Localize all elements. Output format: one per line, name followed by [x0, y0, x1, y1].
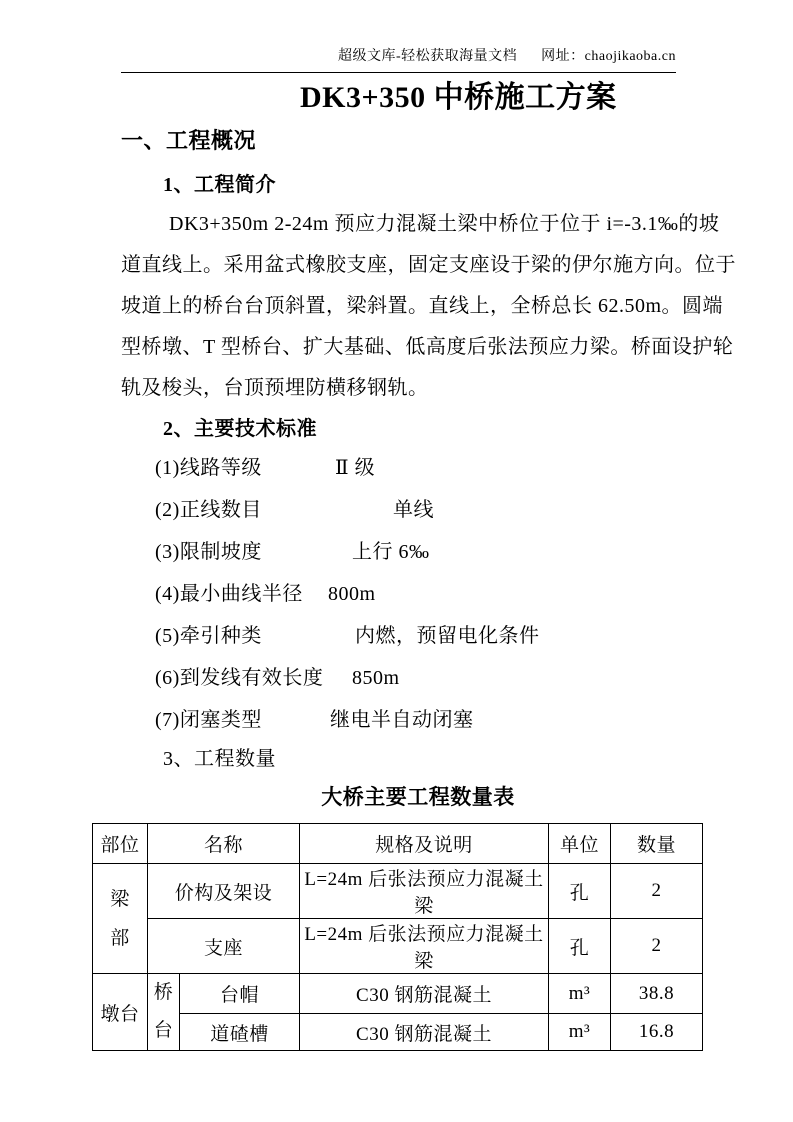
cell-qty: 38.8 — [611, 974, 703, 1014]
cell-qty: 16.8 — [611, 1014, 703, 1051]
header-site-text: 超级文库-轻松获取海量文档 — [337, 49, 518, 64]
spec-label: (2)正线数目 — [155, 499, 262, 521]
cell-name: 支座 — [148, 919, 300, 974]
spec-label: (4)最小曲线半径 — [155, 583, 303, 605]
group-cell-abutment: 桥台 — [148, 974, 180, 1051]
col-header-part: 部位 — [93, 824, 148, 864]
spec-label: (7)闭塞类型 — [155, 709, 262, 731]
spec-value: 内燃，预留电化条件 — [355, 625, 540, 647]
spec-value: 上行 6‰ — [352, 541, 430, 563]
spec-row-grade-limit — [121, 531, 793, 573]
spec-label: (1)线路等级 — [155, 457, 262, 479]
spec-row-line-grade — [121, 447, 793, 489]
spec-value: 单线 — [393, 499, 434, 521]
spec-value: 850m — [352, 667, 400, 689]
table-row — [93, 864, 703, 919]
cell-name: 道碴槽 — [180, 1014, 300, 1051]
paragraph-line: 坡道上的桥台台顶斜置，梁斜置。直线上，全桥总长 62.50m。圆端 — [121, 295, 724, 317]
cell-name: 价构及架设 — [148, 864, 300, 919]
paragraph-line: DK3+350m 2-24m 预应力混凝土梁中桥位于位于 i=-3.1‰的坡 — [169, 213, 720, 235]
cell-qty: 2 — [611, 864, 703, 919]
spec-row-block-type — [121, 699, 793, 741]
table-title: 大桥主要工程数量表 — [321, 785, 515, 809]
group-cell-pier: 墩台 — [93, 974, 148, 1051]
document-title: DK3+350 中桥施工方案 — [300, 81, 617, 114]
cell-qty: 2 — [611, 919, 703, 974]
spec-label: (3)限制坡度 — [155, 541, 262, 563]
cell-unit: 孔 — [549, 919, 611, 974]
cell-spec: C30 钢筋混凝土 — [300, 974, 549, 1014]
col-header-qty: 数量 — [611, 824, 703, 864]
technical-standards-list — [121, 447, 793, 741]
spec-row-min-curve-radius — [121, 573, 793, 615]
spec-value: Ⅱ 级 — [335, 457, 376, 479]
table-header-row — [93, 824, 703, 864]
header-url-text: 网址：chaojikaoba.cn — [541, 49, 676, 64]
cell-spec: L=24m 后张法预应力混凝土梁 — [300, 919, 549, 974]
cell-spec: C30 钢筋混凝土 — [300, 1014, 549, 1051]
intro-paragraph — [121, 204, 793, 409]
spec-row-main-tracks — [121, 489, 793, 531]
table-row — [93, 1014, 703, 1051]
spec-value: 继电半自动闭塞 — [330, 709, 474, 731]
col-header-name: 名称 — [148, 824, 300, 864]
spec-row-effective-length — [121, 657, 793, 699]
quantities-table — [92, 823, 703, 1051]
paragraph-line: 型桥墩、T 型桥台、扩大基础、低高度后张法预应力梁。桥面设护轮 — [121, 336, 734, 358]
col-header-unit: 单位 — [549, 824, 611, 864]
cell-unit: 孔 — [549, 864, 611, 919]
cell-name: 台帽 — [180, 974, 300, 1014]
subsection-heading-standards: 2、主要技术标准 — [163, 418, 317, 440]
col-header-spec: 规格及说明 — [300, 824, 549, 864]
cell-unit: m³ — [549, 1014, 611, 1051]
spec-label: (5)牵引种类 — [155, 625, 262, 647]
cell-spec: L=24m 后张法预应力混凝土梁 — [300, 864, 549, 919]
group-cell-beam: 梁部 — [93, 864, 148, 974]
spec-label: (6)到发线有效长度 — [155, 667, 324, 689]
spec-row-traction-type — [121, 615, 793, 657]
subsection-heading-intro: 1、工程简介 — [163, 174, 276, 196]
subsection-heading-quantities: 3、工程数量 — [163, 748, 276, 770]
paragraph-line: 轨及梭头，台顶预埋防横移钢轨。 — [121, 377, 429, 399]
page-header — [121, 0, 676, 73]
table-row — [93, 974, 703, 1014]
cell-unit: m³ — [549, 974, 611, 1014]
section-heading-overview: 一、工程概况 — [121, 128, 257, 153]
paragraph-line: 道直线上。采用盆式橡胶支座，固定支座设于梁的伊尔施方向。位于 — [121, 254, 736, 276]
spec-value: 800m — [328, 583, 376, 605]
table-row — [93, 919, 703, 974]
